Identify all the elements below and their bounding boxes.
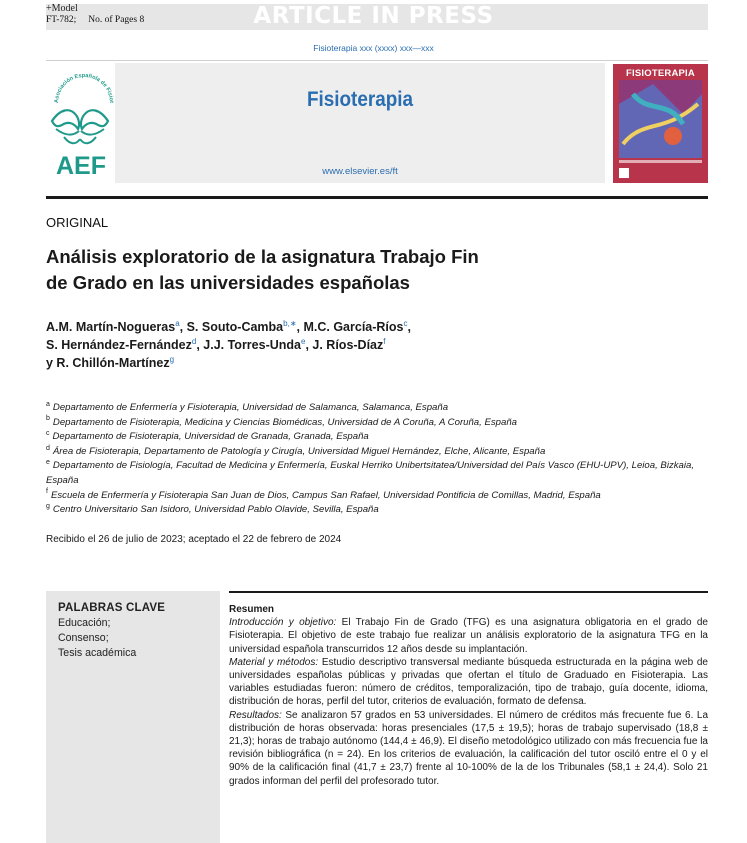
affiliation-item: $^b$ Departamento de Fisioterapia, Medicina y Ciencias Biomédicas, Universidad de A Coruña, A Coruña, España (46, 415, 518, 428)
affiliation-item: $^g$ Centro Universitario San Isidoro, Universidad Pablo Olavide, Sevilla, España (46, 502, 379, 516)
abstract-heading: Resumen (229, 604, 275, 615)
journal-reference[interactable]: Fisioterapia xxx (xxxx) xxx—xxx (313, 43, 434, 53)
author-affil-link[interactable]: g (169, 354, 175, 364)
affiliation-item: $^e$ Departamento de Fisiología, Facultad de Medicina y Enfermería, Euskal Herriko Unibertsitatea/Universidad del País Vasco (EHU-UPV), Leioa, Bizkaia, España (46, 459, 695, 486)
author-name: y R. Chillón-Martínez (46, 356, 170, 370)
abstract-section-label: Introducción y objetivo: (229, 617, 337, 629)
cover-artwork-icon (613, 64, 708, 183)
author-name: J.J. Torres-Unda (203, 338, 301, 352)
abstract-section: Material y métodos: Estudio descriptivo transversal mediante búsqueda estructurada en la página web de universidades españolas públicas y privadas que ofertan el título de Graduado en Fisioterapia. Las variables estudiadas fueron: número de créditos, temporalización, tipo de trabajo, guía docente, idioma, distribución de horas, perfil del tutor, criterios de evaluación, formato de defensa. (229, 656, 708, 708)
section-label: ORIGINAL (46, 215, 109, 230)
journal-url[interactable]: www.elsevier.es/ft (322, 166, 398, 177)
author-name: M.C. García-Ríos (303, 320, 404, 334)
model-label: +Model (46, 3, 78, 14)
journal-title: Fisioterapia (306, 88, 414, 111)
svg-text:Asociación Española de Fisiote: Asociación Española de Fisiot (53, 72, 114, 104)
article-status: ARTICLE IN PRESS (253, 3, 494, 29)
received-dates: Recibido el 26 de julio de 2023; aceptado el 22 de febrero de 2024 (46, 534, 342, 545)
keywords-title: PALABRAS CLAVE (58, 602, 166, 614)
keyword-item: Tesis académica (58, 647, 137, 659)
affiliation-list (46, 401, 696, 518)
article-title (46, 244, 646, 296)
abstract-section-label: Material y métodos: (229, 656, 319, 668)
author-name: S. Souto-Camba (186, 320, 284, 334)
abstract-section: Introducción y objetivo: El Trabajo Fin de Grado (TFG) es una asignatura obligatoria en el grado de Fisioterapia. El objetivo de este trabajo fue realizar un análisis exploratorio de la asignatura TFG en la universidad española transcurridos 12 años desde su implantación. (229, 617, 708, 655)
keyword-item: Consenso; (58, 632, 109, 644)
cover-title: FISIOTERAPIA (626, 68, 695, 79)
affiliation-item: $^d$ Área de Fisioterapia, Departamento de Patología y Cirugía, Universidad Miguel Hernández, Elche, Alicante, España (46, 444, 546, 457)
affiliation-item: $^c$ Departamento de Fisioterapia, Universidad de Granada, Granada, España (46, 430, 369, 443)
author-name: S. Hernández-Fernández (46, 338, 192, 352)
keywords-box (46, 591, 220, 843)
keyword-item: Educación; (58, 617, 111, 629)
author-affil-link[interactable]: e (301, 336, 306, 346)
author-line-2: S. Hernández-Fernández$^d$, J.J. Torres-Unda$^e$, J. Ríos-Díaz$^f$ (46, 336, 386, 352)
author-line-1: A.M. Martín-Nogueras$^a$, S. Souto-Camba$^{b,∗}$, M.C. García-Ríos$^c$, (46, 318, 411, 334)
author-affil-link[interactable]: c (403, 318, 408, 328)
author-affil-link[interactable]: a (175, 318, 180, 328)
author-list (46, 318, 666, 372)
journal-header-box (115, 63, 605, 183)
aef-logo-text: AEF (56, 152, 106, 180)
abstract (229, 603, 708, 788)
abstract-rule (229, 591, 708, 593)
affiliation-item: $^f$ Escuela de Enfermería y Fisioterapia San Juan de Dios, Campus San Rafael, Universidad Pontificia de Comillas, Madrid, España (46, 488, 601, 501)
abstract-section: Resultados: Se analizaron 57 grados en 53 universidades. El número de créditos más frecuente fue 6. La distribución de horas observada: horas presenciales (17,5 ± 19,5); horas de trabajo supervisado (18,8 ± 21,3); horas de trabajo autónomo (144,4 ± 46,9). El diseño metodológico utilizado con más frecuencia fue la revisión bibliográfica (n = 24). En los criterios de evaluación, la calificación del tutor osciló entre el 0 y el 90% de la calificación final (41,7 ± 23,7) frente al 10-100% de la de los Tribunales (58,1 ± 24,4). Solo 21 grados informan del perfil del profesorado tutor. (229, 709, 708, 787)
author-affil-link[interactable]: f (383, 336, 386, 346)
journal-cover (613, 64, 708, 183)
header-rule-bottom (46, 196, 708, 199)
author-name: J. Ríos-Díaz (312, 338, 384, 352)
header-rule-top (46, 60, 708, 61)
author-affil-link[interactable]: d (191, 336, 197, 346)
abstract-section-label: Resultados: (229, 709, 282, 721)
affiliation-item: $^a$ Departamento de Enfermería y Fisioterapia, Universidad de Salamanca, Salamanca, España (46, 400, 449, 413)
title-line-1: Análisis exploratorio de la asignatura Trabajo Fin (46, 246, 479, 267)
author-affil-link[interactable]: b,∗ (283, 318, 297, 328)
title-line-2: de Grado en las universidades españolas (46, 272, 410, 293)
ft-code: FT-782; (46, 15, 77, 25)
author-line-3 (46, 354, 666, 372)
page-count: No. of Pages 8 (88, 15, 145, 25)
author-name: A.M. Martín-Nogueras (46, 320, 176, 334)
